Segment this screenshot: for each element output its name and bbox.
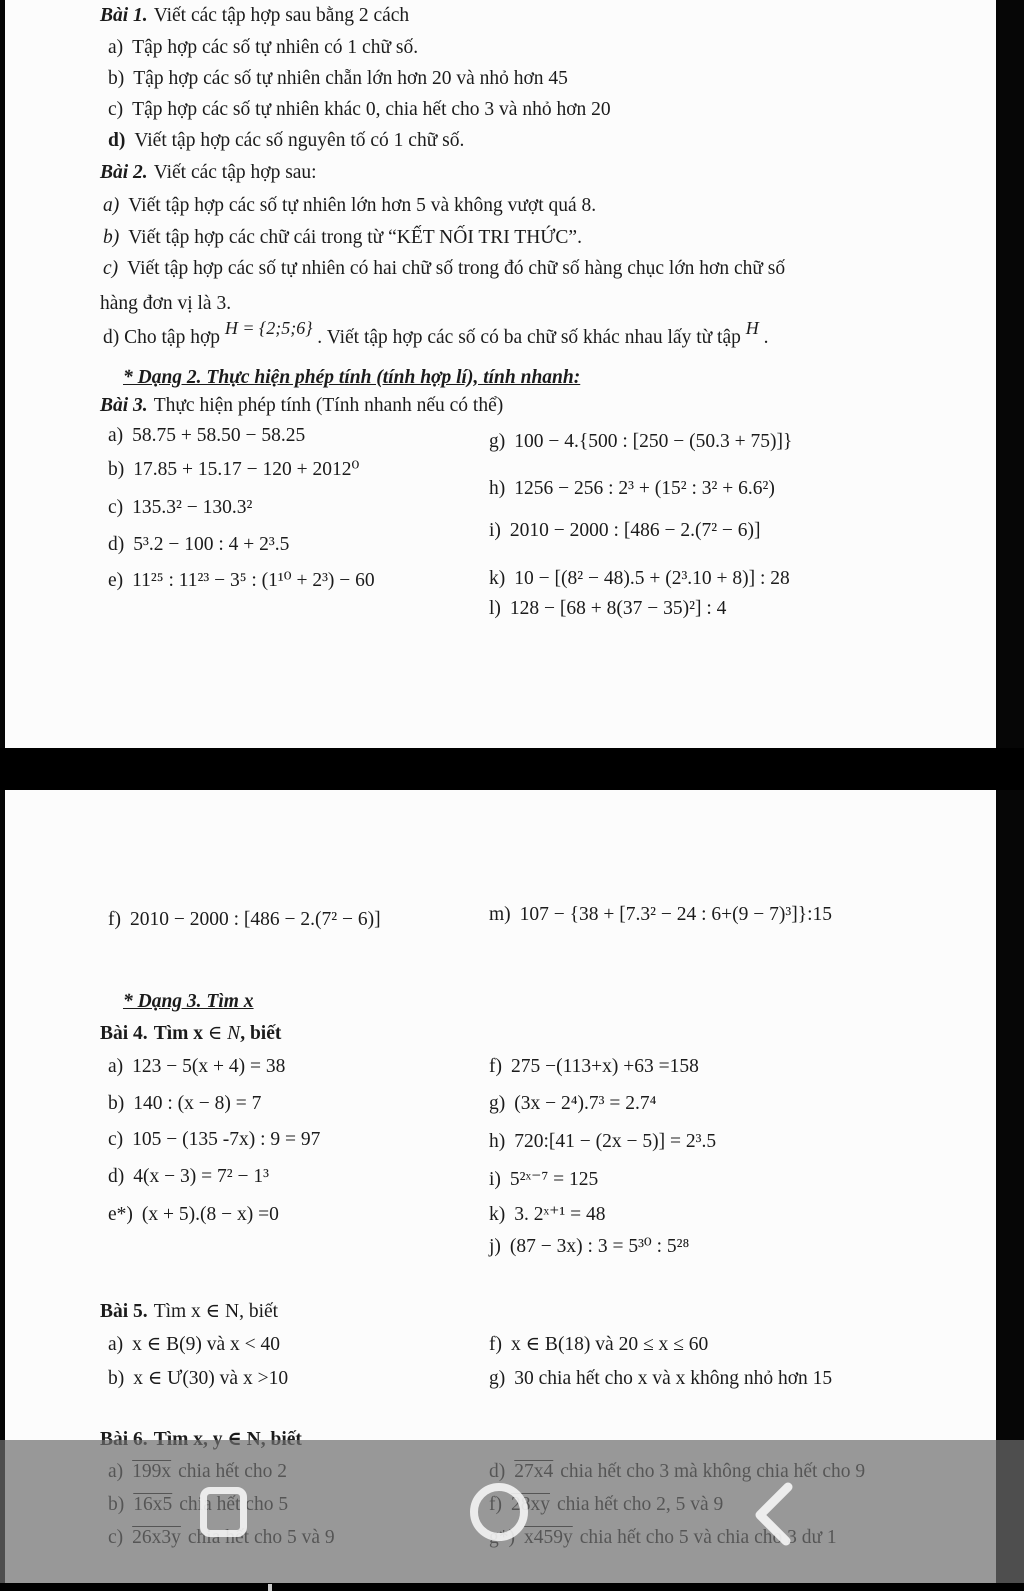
bai1-item-d: d) Viết tập hợp các số nguyên tố có 1 chữ số. [108,130,465,151]
bai3-item-b: b) 17.85 + 15.17 − 120 + 2012⁰ [108,459,360,480]
bai5-item-f: f) x ∈ B(18) và 20 ≤ x ≤ 60 [489,1334,709,1355]
rounded-square-icon[interactable] [200,1487,247,1537]
bai5-item-b: b) x ∈ Ư(30) và x >10 [108,1368,289,1389]
bai4-item-f: f) 275 −(113+x) +63 =158 [489,1056,699,1077]
bai4-item-k: k) 3. 2ˣ⁺¹ = 48 [489,1204,606,1225]
bai4-item-g: g) (3x − 2⁴).7³ = 2.7⁴ [489,1093,657,1114]
bai2-title: Bài 2. Viết các tập hợp sau: [100,162,317,183]
bai2-item-b: b) Viết tập hợp các chữ cái trong từ “KẾT NỐI TRI THỨC”. [103,227,582,248]
bai2-item-a: a) Viết tập hợp các số tự nhiên lớn hơn 5 và không vượt quá 8. [103,195,597,216]
set-formula: H = {2;5;6} [224,318,313,338]
back-chevron-icon[interactable] [752,1482,794,1546]
bai3-item-c: c) 135.3² − 130.3² [108,497,253,518]
dang2-heading: * Dạng 2. Thực hiện phép tính (tính hợp lí), tính nhanh: [123,367,581,388]
bai5-title: Bài 5. Tìm x ∈ N, biết [100,1301,279,1322]
bai5-item-a: a) x ∈ B(9) và x < 40 [108,1334,280,1355]
bai4-title: Bài 4. Tìm x ∈ N, biết [100,1023,282,1044]
bai4-item-c: c) 105 − (135 -7x) : 9 = 97 [108,1129,321,1150]
bai5-item-g: g) 30 chia hết cho x và x không nhỏ hơn 15 [489,1368,833,1389]
bai3-item-g: g) 100 − 4.{500 : [250 − (50.3 + 75)]} [489,431,793,452]
bai4-item-e: e*) (x + 5).(8 − x) =0 [108,1204,279,1225]
bai3-item-k: k) 10 − [(8² − 48).5 + (2³.10 + 8)] : 28 [489,568,790,589]
bai3-item-a: a) 58.75 + 58.50 − 58.25 [108,425,306,446]
document-page-1 [5,0,996,748]
bai3-item-d: d) 5³.2 − 100 : 4 + 2³.5 [108,534,290,555]
page-divider [0,748,1024,790]
circle-icon[interactable] [470,1483,528,1541]
bai3-item-f: f) 2010 − 2000 : [486 − 2.(7² − 6)] [108,909,381,930]
bottom-overlay [0,1440,1024,1583]
handle-tick-icon [268,1584,272,1591]
bai4-item-d: d) 4(x − 3) = 7² − 1³ [108,1166,269,1187]
bai1-item-c: c) Tập hợp các số tự nhiên khác 0, chia hết cho 3 và nhỏ hơn 20 [108,99,611,120]
bai1-item-b: b) Tập hợp các số tự nhiên chẵn lớn hơn 20 và nhỏ hơn 45 [108,68,568,89]
bai3-item-e: e) 11²⁵ : 11²³ − 3⁵ : (1¹⁰ + 2³) − 60 [108,570,375,591]
bai3-title: Bài 3. Thực hiện phép tính (Tính nhanh nếu có thể) [100,395,504,416]
bai3-item-i: i) 2010 − 2000 : [486 − 2.(7² − 6)] [489,520,761,541]
bai3-item-h: h) 1256 − 256 : 2³ + (15² : 3² + 6.6²) [489,478,775,499]
bai2-item-c: c) Viết tập hợp các số tự nhiên có hai chữ số trong đó chữ số hàng chục lớn hơn chữ số [103,258,786,279]
dang3-heading: * Dạng 3. Tìm x [123,991,254,1012]
bai4-item-j: j) (87 − 3x) : 3 = 5³⁰ : 5²⁸ [489,1236,690,1257]
bottom-bar [0,1583,1024,1591]
bai1-item-a: a) Tập hợp các số tự nhiên có 1 chữ số. [108,37,419,58]
bai4-item-b: b) 140 : (x − 8) = 7 [108,1093,262,1114]
bai2-item-c-cont: hàng đơn vị là 3. [100,293,232,314]
bai3-item-m: m) 107 − {38 + [7.3² − 24 : 6+(9 − 7)³]}:15 [489,904,833,925]
bai1-title: Bài 1. Viết các tập hợp sau bằng 2 cách [100,5,410,26]
bai4-item-i: i) 5²ˣ⁻⁷ = 125 [489,1169,599,1190]
bai3-item-l: l) 128 − [68 + 8(37 − 35)²] : 4 [489,598,727,619]
bai4-item-a: a) 123 − 5(x + 4) = 38 [108,1056,286,1077]
bai2-item-d: d) Cho tập hợp H = {2;5;6} . Viết tập hợp các số có ba chữ số khác nhau lấy từ tập H . [103,318,769,348]
bai4-item-h: h) 720:[41 − (2x − 5)] = 2³.5 [489,1131,717,1152]
